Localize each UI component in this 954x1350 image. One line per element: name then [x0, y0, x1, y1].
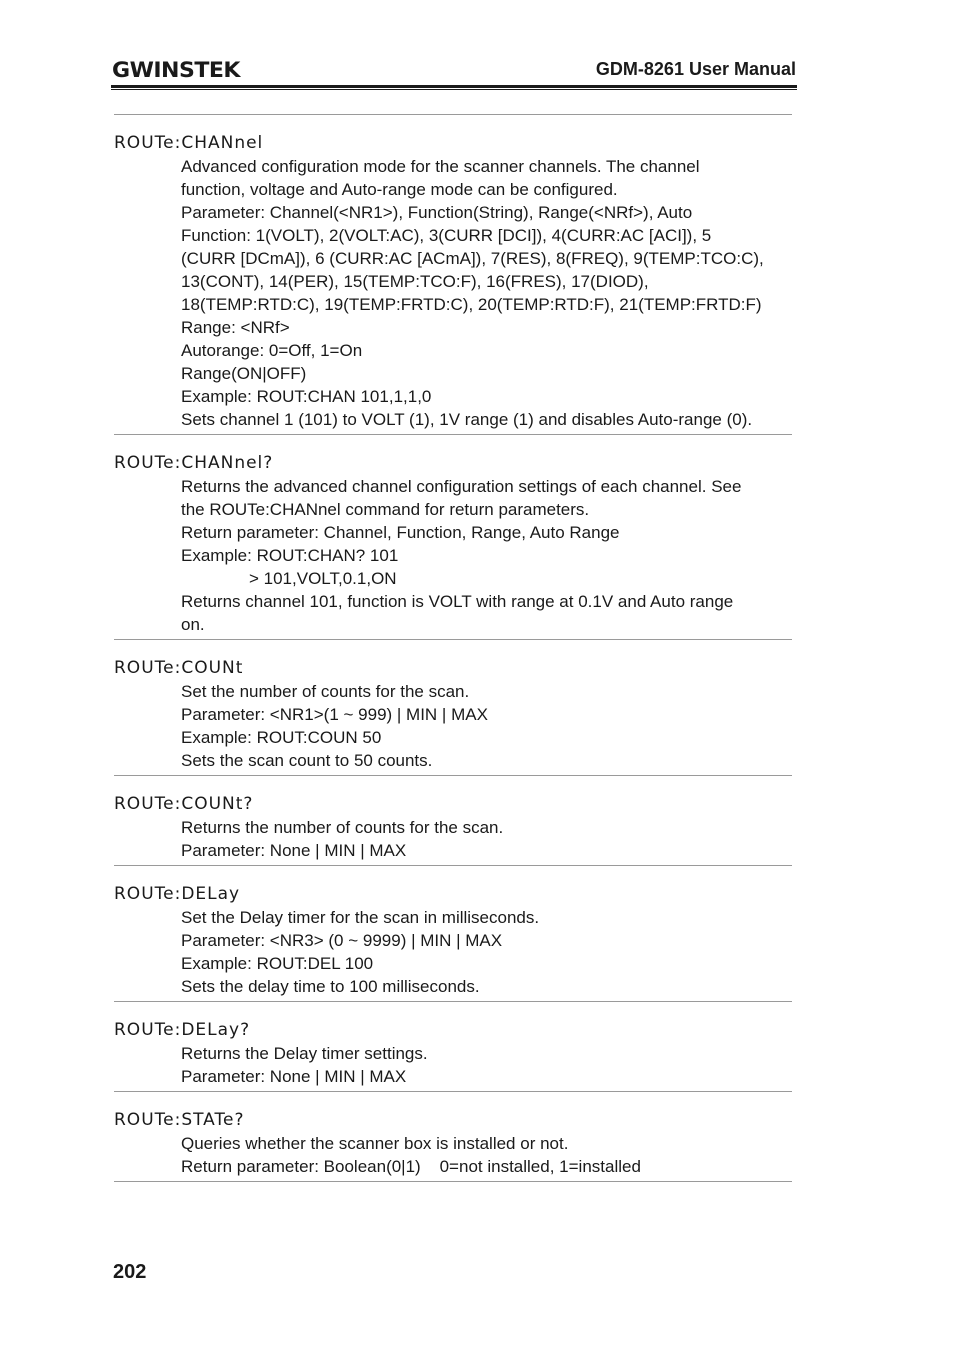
function-line: 13(CONT), 14(PER), 15(TEMP:TCO:F), 16(FRES), 17(DIOD),	[181, 272, 649, 291]
description-line: Set the Delay timer for the scan in milliseconds.	[181, 908, 540, 927]
description-line: Returns the Delay timer settings.	[181, 1044, 428, 1063]
command-description	[181, 816, 792, 862]
description-line: Advanced configuration mode for the scanner channels. The channel	[181, 157, 700, 176]
command-heading: ROUTe:CHANnel	[114, 133, 264, 153]
description-line: the ROUTe:CHANnel command for return parameters.	[181, 500, 590, 519]
command-description	[181, 906, 792, 998]
gwinstek-logo: GWINSTEK	[112, 58, 240, 82]
example-explanation: Sets the delay time to 100 milliseconds.	[181, 977, 480, 996]
example-explanation: on.	[181, 615, 205, 634]
example-line: Example: ROUT:COUN 50	[181, 728, 382, 747]
command-description	[181, 155, 792, 431]
command-description	[181, 680, 792, 772]
parameter-line: Parameter: None | MIN | MAX	[181, 841, 407, 860]
command-section-route-state-query	[114, 1091, 792, 1182]
autorange-line: Autorange: 0=Off, 1=On	[181, 341, 363, 360]
command-description	[181, 475, 792, 636]
description-line: Returns the number of counts for the scan.	[181, 818, 504, 837]
command-description	[181, 1042, 792, 1088]
header-rule	[111, 85, 797, 88]
description-line: Queries whether the scanner box is installed or not.	[181, 1134, 569, 1153]
range-line: Range: <NRf>	[181, 318, 290, 337]
description-line: Set the number of counts for the scan.	[181, 682, 470, 701]
example-line: Example: ROUT:DEL 100	[181, 954, 374, 973]
command-list	[114, 114, 792, 1182]
example-explanation: Sets the scan count to 50 counts.	[181, 751, 433, 770]
command-heading: ROUTe:DELay	[114, 884, 241, 904]
range-onoff-line: Range(ON|OFF)	[181, 364, 307, 383]
command-section-route-count	[114, 639, 792, 775]
command-description	[181, 1132, 792, 1178]
header-rule-secondary	[111, 89, 797, 90]
command-heading: ROUTe:DELay?	[114, 1020, 251, 1040]
function-line: 18(TEMP:RTD:C), 19(TEMP:FRTD:C), 20(TEMP:RTD:F), 21(TEMP:FRTD:F)	[181, 295, 762, 314]
parameter-line: Parameter: <NR1>(1 ~ 999) | MIN | MAX	[181, 705, 488, 724]
command-section-route-channel	[114, 114, 792, 434]
parameter-line: Parameter: None | MIN | MAX	[181, 1067, 407, 1086]
function-line: (CURR [DCmA]), 6 (CURR:AC [ACmA]), 7(RES), 8(FREQ), 9(TEMP:TCO:C),	[181, 249, 764, 268]
command-section-route-channel-query	[114, 434, 792, 639]
command-heading: ROUTe:CHANnel?	[114, 453, 274, 473]
example-line: Example: ROUT:CHAN 101,1,1,0	[181, 387, 432, 406]
return-parameter-line: Return parameter: Boolean(0|1) 0=not installed, 1=installed	[181, 1157, 641, 1176]
description-line: Returns the advanced channel configuration settings of each channel. See	[181, 477, 742, 496]
example-explanation: Returns channel 101, function is VOLT with range at 0.1V and Auto range	[181, 592, 734, 611]
return-parameter-line: Return parameter: Channel, Function, Range, Auto Range	[181, 523, 620, 542]
command-heading: ROUTe:COUNt	[114, 658, 244, 678]
description-line: function, voltage and Auto-range mode can be configured.	[181, 180, 618, 199]
parameter-line: Parameter: Channel(<NR1>), Function(String), Range(<NRf>), Auto	[181, 203, 693, 222]
command-heading: ROUTe:COUNt?	[114, 794, 254, 814]
parameter-line: Parameter: <NR3> (0 ~ 9999) | MIN | MAX	[181, 931, 503, 950]
function-line: Function: 1(VOLT), 2(VOLT:AC), 3(CURR [DCI]), 4(CURR:AC [ACI]), 5	[181, 226, 712, 245]
manual-title: GDM-8261 User Manual	[595, 59, 796, 79]
command-heading: ROUTe:STATe?	[114, 1110, 245, 1130]
command-section-route-delay-query	[114, 1001, 792, 1091]
example-explanation: Sets channel 1 (101) to VOLT (1), 1V range (1) and disables Auto-range (0).	[181, 410, 753, 429]
command-section-route-delay	[114, 865, 792, 1001]
page-number: 202	[113, 1261, 147, 1283]
command-section-route-count-query	[114, 775, 792, 865]
example-response: > 101,VOLT,0.1,ON	[249, 569, 397, 588]
example-line: Example: ROUT:CHAN? 101	[181, 546, 399, 565]
